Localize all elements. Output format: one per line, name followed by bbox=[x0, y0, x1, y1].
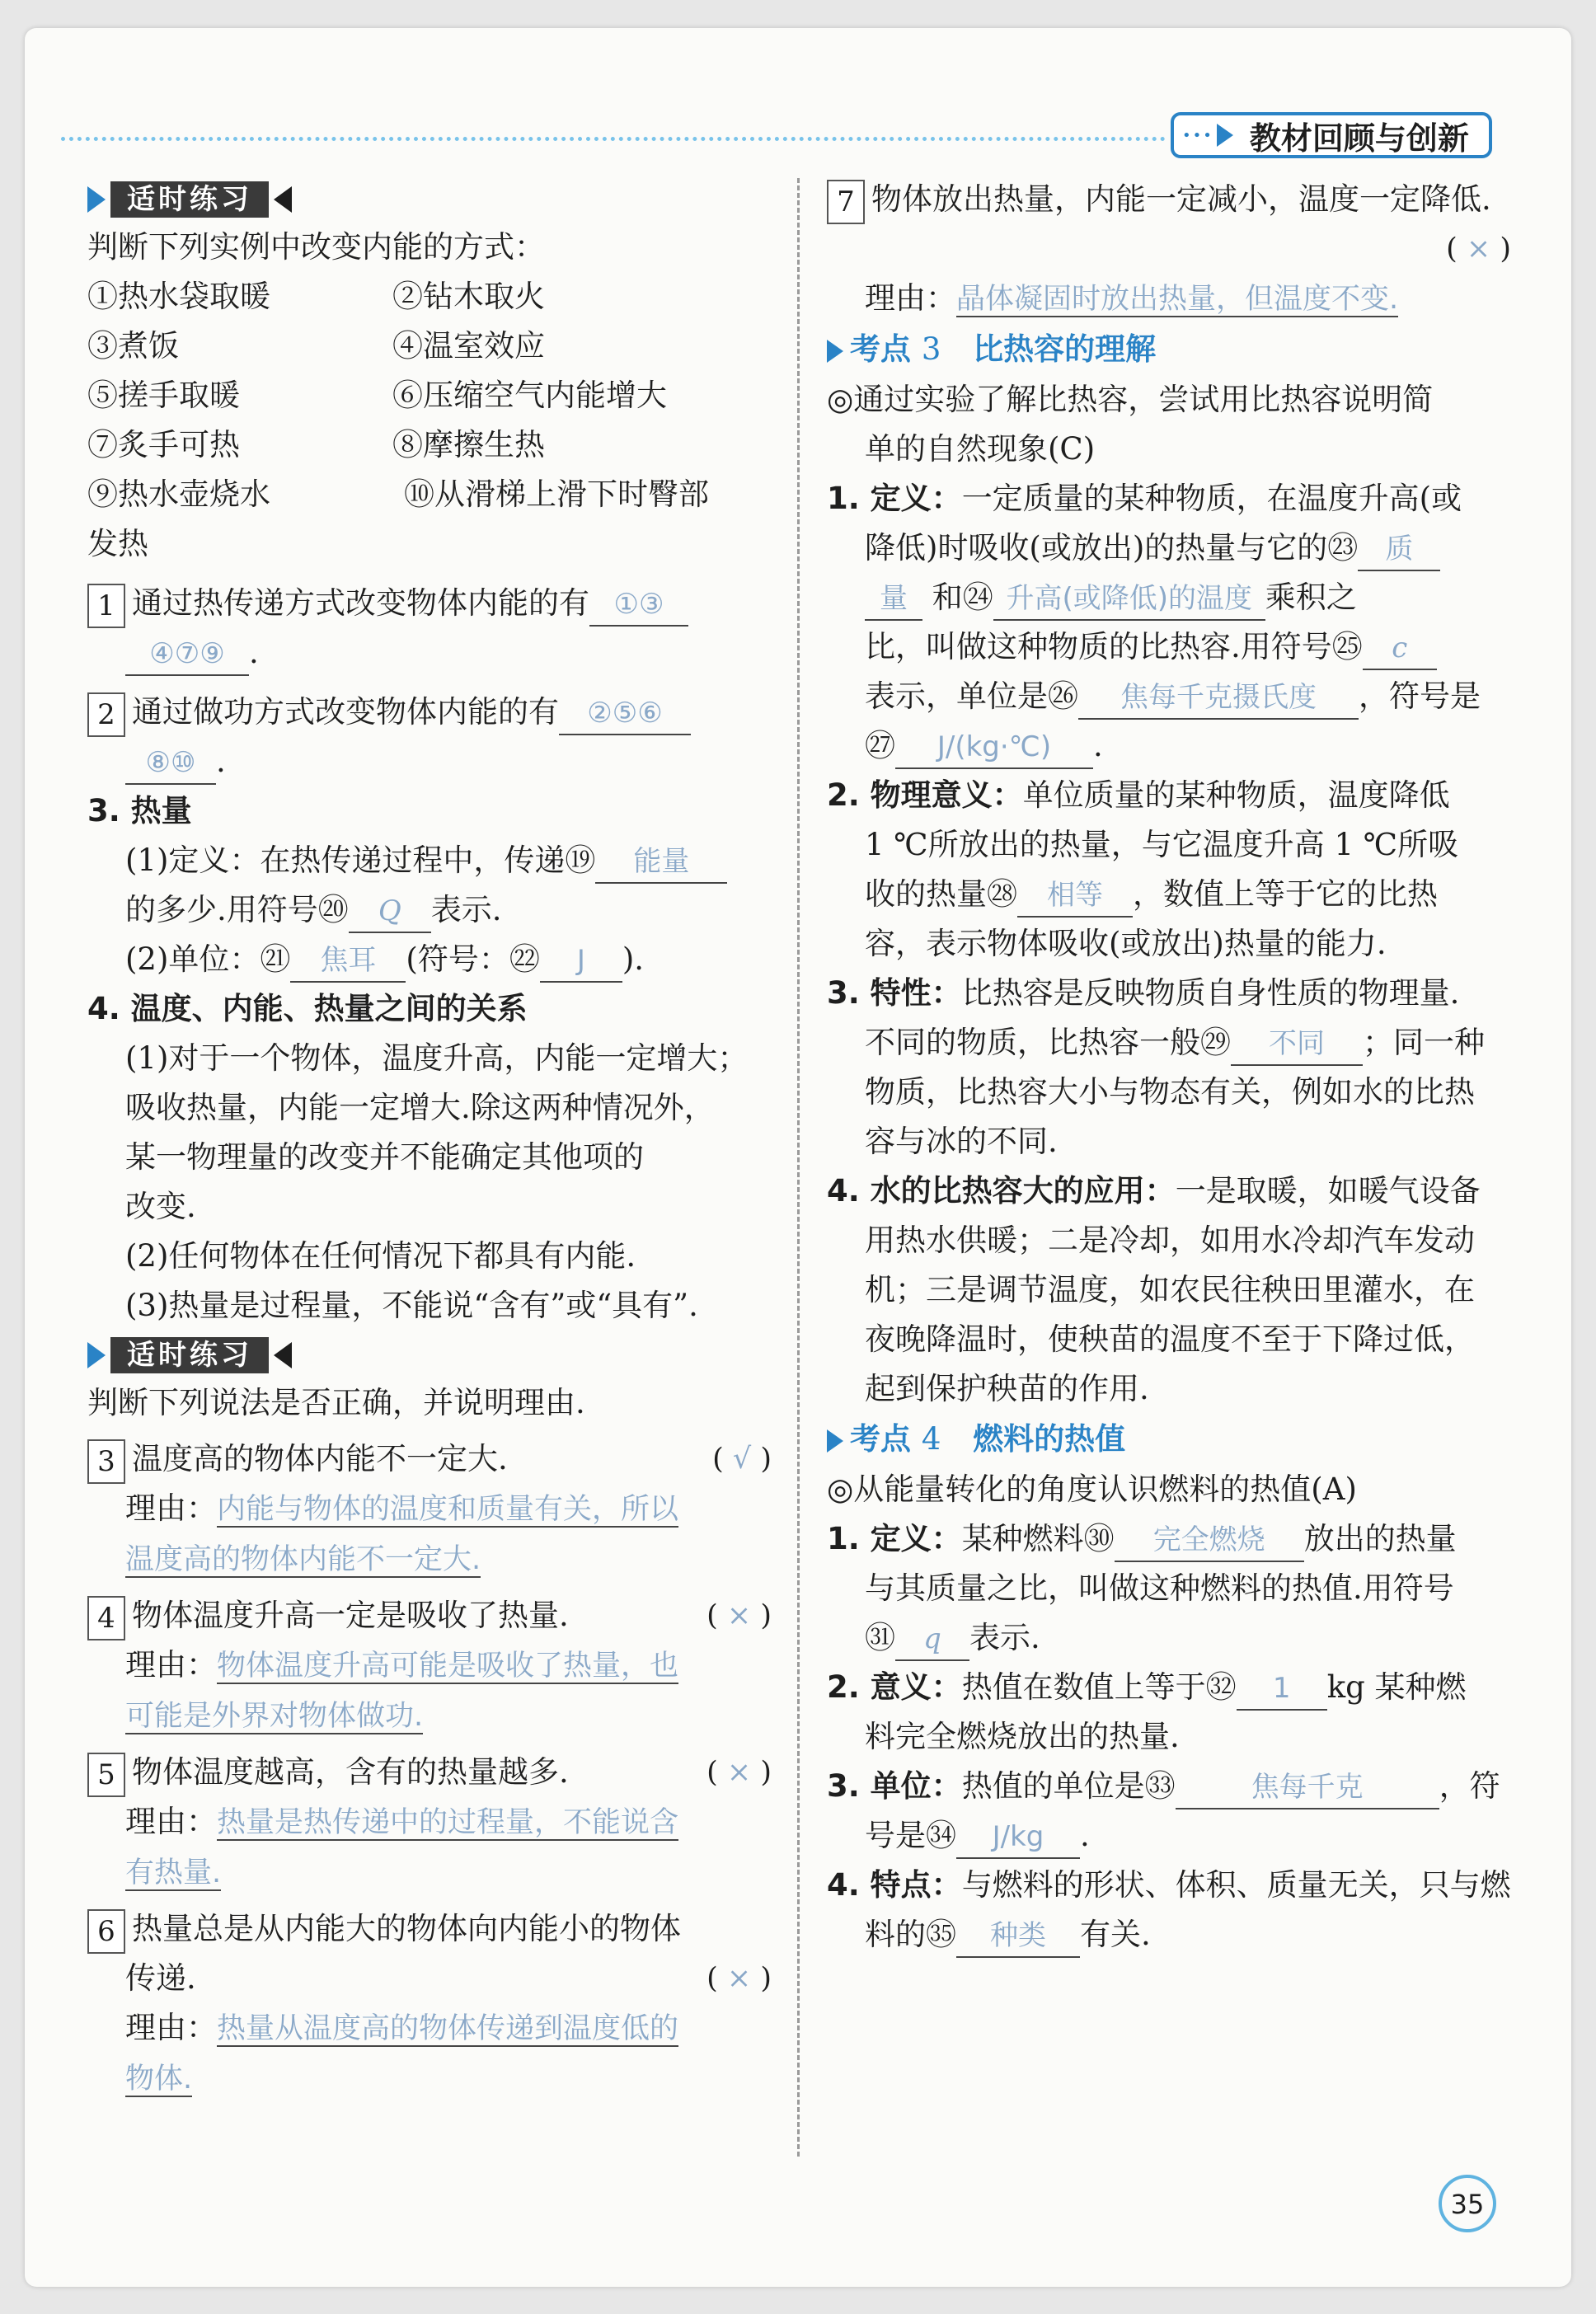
answer-blank: 焦每千克摄氏度 bbox=[1078, 677, 1359, 720]
answer-blank: 焦耳 bbox=[290, 940, 406, 983]
question-6-reason-cont bbox=[87, 2053, 772, 2104]
text: 不同的物质，比热容一般㉙ bbox=[865, 1025, 1231, 1060]
text: . bbox=[1080, 1818, 1090, 1853]
answer-blank: ②⑤⑥ bbox=[559, 692, 691, 735]
reason-text: 热量是热传递中的过程量，不能说含 bbox=[217, 1806, 679, 1839]
text: 表示，单位是㉖ bbox=[865, 678, 1078, 714]
text: 有关. bbox=[1080, 1917, 1151, 1952]
question-5 bbox=[87, 1748, 772, 1797]
term: 3. 单位： bbox=[827, 1768, 962, 1804]
kp4-feature-line bbox=[827, 1910, 1511, 1960]
judge-mark: × bbox=[726, 1756, 752, 1789]
question-1 bbox=[87, 579, 772, 628]
answer-blank: ⑧⑩ bbox=[125, 742, 216, 785]
question-text: 物体温度越高，含有的热量越多. bbox=[132, 1754, 569, 1790]
practice1-intro: 判断下列实例中改变内能的方式： bbox=[87, 229, 545, 265]
list-item: ④温室效应 bbox=[392, 328, 545, 364]
triangle-icon bbox=[827, 340, 843, 363]
answer-blank: 相等 bbox=[1017, 875, 1133, 918]
term: 4. 水的比热容大的应用： bbox=[827, 1173, 1176, 1209]
kp3-def-line bbox=[827, 573, 1511, 622]
question-6 bbox=[87, 1904, 772, 1954]
kp3-def-line bbox=[827, 672, 1511, 721]
banner-left-arrow-icon bbox=[274, 1342, 292, 1368]
kp4-meaning bbox=[827, 1663, 1511, 1712]
question-number: 5 bbox=[87, 1753, 125, 1797]
kp-label: 考点 bbox=[850, 331, 911, 367]
judge-mark: √ bbox=[732, 1443, 752, 1476]
column-divider bbox=[797, 178, 800, 2157]
question-2 bbox=[87, 688, 772, 737]
question-5-reason-cont bbox=[87, 1847, 772, 1898]
answer-blank: J/(kg·℃) bbox=[895, 726, 1093, 769]
question-text: 传递. bbox=[125, 1960, 196, 1996]
question-3-reason bbox=[87, 1484, 772, 1534]
sec4-line: 某一物理量的改变并不能确定其他项的 bbox=[125, 1139, 644, 1175]
question-number: 4 bbox=[87, 1596, 125, 1640]
question-text: 温度高的物体内能不一定大. bbox=[132, 1441, 508, 1476]
question-number: 3 bbox=[87, 1439, 125, 1484]
header-tab bbox=[1171, 112, 1492, 158]
text: 一是取暖，如暖气设备 bbox=[1175, 1173, 1481, 1209]
kp4-def-line: 与其质量之比，叫做这种燃料的热值.用符号 bbox=[865, 1570, 1454, 1606]
reason-label: 理由： bbox=[125, 1647, 217, 1683]
judge-mark: × bbox=[726, 1599, 752, 1632]
text: 比，叫做这种物质的比热容.用符号㉕ bbox=[865, 629, 1363, 664]
kp3-def-line bbox=[827, 523, 1511, 573]
reason-text: 物体温度升高可能是吸收了热量，也 bbox=[217, 1650, 679, 1683]
text: kg 某种燃 bbox=[1326, 1669, 1467, 1705]
kp3-property bbox=[827, 969, 1511, 1018]
reason-label: 理由： bbox=[125, 1490, 217, 1526]
answer-blank: 不同 bbox=[1231, 1023, 1363, 1066]
reason-text: 热量从温度高的物体传递到温度低的 bbox=[217, 2012, 679, 2045]
term: 1. 定义： bbox=[827, 1521, 962, 1556]
reason-text: 晶体凝固时放出热量，但温度不变. bbox=[956, 283, 1399, 316]
judge-bracket: ( × ) bbox=[706, 1756, 772, 1789]
kp3-meaning-line: 容，表示物体吸收(或放出)热量的能力. bbox=[865, 926, 1387, 961]
page-number: 35 bbox=[1439, 2175, 1496, 2232]
banner-label: 适时练习 bbox=[110, 181, 269, 218]
kaodian-4-heading bbox=[827, 1414, 1511, 1465]
term: 3. 特性： bbox=[827, 975, 962, 1011]
list-item: ⑤搓手取暖 bbox=[87, 378, 240, 413]
header-title: 教材回顾与创新 bbox=[1249, 120, 1469, 157]
question-number: 2 bbox=[87, 692, 125, 737]
text: 号是㉞ bbox=[865, 1818, 956, 1853]
sec4-line: (1)对于一个物体，温度升高，内能一定增大； bbox=[125, 1040, 749, 1076]
answer-blank: 能量 bbox=[595, 841, 727, 884]
text: ㉛ bbox=[865, 1620, 895, 1655]
text: ，符 bbox=[1439, 1768, 1500, 1804]
question-text: 物体温度升高一定是吸收了热量. bbox=[132, 1598, 569, 1633]
section-3-title: 3. 热量 bbox=[87, 793, 192, 828]
banner-right-arrow-icon bbox=[87, 1342, 106, 1368]
arrow-right-icon bbox=[1217, 124, 1233, 147]
text: 单位质量的某种物质，温度降低 bbox=[1022, 777, 1450, 813]
text: ；同一种 bbox=[1363, 1025, 1485, 1060]
answer-blank: q bbox=[895, 1618, 969, 1661]
question-number: 7 bbox=[827, 180, 865, 224]
kp3-def bbox=[827, 474, 1511, 523]
reason-label: 理由： bbox=[125, 1804, 217, 1839]
kp4-def bbox=[827, 1514, 1511, 1564]
kp3-property-line: 物质，比热容大小与物态有关，例如水的比热 bbox=[865, 1074, 1475, 1110]
text: 比热容是反映物质自身性质的物理量. bbox=[961, 975, 1460, 1011]
list-item: ②钻木取火 bbox=[392, 279, 545, 314]
question-text: 热量总是从内能大的物体向内能小的物体 bbox=[132, 1911, 681, 1946]
kaodian-3-heading bbox=[827, 324, 1511, 375]
text: (2)单位：㉑ bbox=[125, 941, 291, 977]
text: (符号：㉒ bbox=[406, 941, 540, 977]
banner-label: 适时练习 bbox=[110, 1337, 269, 1373]
text: ，符号是 bbox=[1359, 678, 1481, 714]
question-number: 6 bbox=[87, 1909, 125, 1954]
kp3-meaning bbox=[827, 771, 1511, 820]
triangle-icon bbox=[827, 1429, 843, 1453]
text: ). bbox=[622, 941, 645, 977]
answer-blank: 焦每千克 bbox=[1176, 1767, 1439, 1809]
text: 与燃料的形状、体积、质量无关，只与燃 bbox=[961, 1867, 1511, 1903]
text: 热值的单位是㉝ bbox=[961, 1768, 1176, 1804]
question-6-reason bbox=[87, 2003, 772, 2053]
list-item: ①热水袋取暖 bbox=[87, 279, 270, 314]
answer-blank: Q bbox=[349, 890, 431, 933]
sec3-line1 bbox=[87, 836, 772, 885]
question-7-judge-row bbox=[827, 224, 1511, 274]
text: 放出的热量 bbox=[1303, 1521, 1457, 1556]
kp-title: 比热容的理解 bbox=[973, 331, 1157, 367]
text: ㉗ bbox=[865, 728, 895, 763]
sec4-line: 吸收热量，内能一定增大.除这两种情况外， bbox=[125, 1090, 715, 1125]
term: 2. 物理意义： bbox=[827, 777, 1023, 813]
list-item-continuation: 发热 bbox=[87, 526, 148, 561]
question-7-reason bbox=[827, 274, 1511, 324]
answer-blank: J bbox=[540, 940, 622, 983]
judge-mark: × bbox=[726, 1962, 752, 1995]
question-7 bbox=[827, 175, 1511, 224]
answer-blank: 完全燃烧 bbox=[1115, 1519, 1304, 1562]
kp3-property-line: 容与冰的不同. bbox=[865, 1124, 1058, 1159]
question-6-cont bbox=[87, 1954, 772, 2003]
term: 4. 特点： bbox=[827, 1867, 962, 1903]
list-item: ⑩从滑梯上滑下时臀部 bbox=[404, 476, 709, 512]
question-3-reason-cont bbox=[87, 1534, 772, 1584]
sec3-line3 bbox=[87, 935, 772, 984]
judge-bracket: ( × ) bbox=[1446, 232, 1511, 265]
question-1-cont: ④⑦⑨ . bbox=[87, 628, 772, 678]
kp3-meaning-line: 1 ℃所放出的热量，与它温度升高 1 ℃所吸 bbox=[865, 827, 1459, 862]
answer-blank: ④⑦⑨ bbox=[125, 633, 249, 676]
practice-banner-2 bbox=[87, 1335, 292, 1375]
list-item: ⑧摩擦生热 bbox=[392, 427, 545, 462]
question-4-reason-cont bbox=[87, 1691, 772, 1741]
reason-text: 温度高的物体内能不一定大. bbox=[125, 1543, 481, 1576]
question-4 bbox=[87, 1591, 772, 1640]
list-item: ⑥压缩空气内能增大 bbox=[392, 378, 667, 413]
text: . bbox=[1093, 728, 1103, 763]
kp-label: 考点 bbox=[850, 1421, 911, 1457]
kp4-requirement: ◎从能量转化的角度认识燃料的热值(A) bbox=[827, 1471, 1357, 1507]
section-4-title: 4. 温度、内能、热量之间的关系 bbox=[87, 991, 528, 1026]
left-column bbox=[87, 175, 772, 2104]
banner-right-arrow-icon bbox=[87, 186, 106, 213]
question-number: 1 bbox=[87, 584, 125, 628]
kp-title: 燃料的热值 bbox=[973, 1421, 1126, 1457]
question-4-reason bbox=[87, 1640, 772, 1691]
dots-icon: ••• bbox=[1182, 126, 1213, 144]
answer-blank: 1 bbox=[1237, 1668, 1327, 1711]
kp3-def-line bbox=[827, 622, 1511, 672]
kp4-def-line bbox=[827, 1613, 1511, 1663]
text: 某种燃料㉚ bbox=[961, 1521, 1115, 1556]
text: 的多少.用符号⑳ bbox=[125, 892, 349, 927]
practice2-intro: 判断下列说法是否正确，并说明理由. bbox=[87, 1385, 585, 1420]
reason-label: 理由： bbox=[865, 280, 956, 316]
practice-banner-1 bbox=[87, 180, 292, 219]
text: ，数值上等于它的比热 bbox=[1133, 876, 1438, 912]
right-column bbox=[827, 175, 1511, 1960]
text: 表示. bbox=[430, 892, 502, 927]
term: 1. 定义： bbox=[827, 481, 962, 516]
kp3-requirement-cont: 单的自然现象(C) bbox=[865, 431, 1096, 467]
kp3-application-line: 用热水供暖；二是冷却，如用水冷却汽车发动 bbox=[865, 1223, 1475, 1258]
reason-text: 可能是外界对物体做功. bbox=[125, 1700, 424, 1733]
text: 收的热量㉘ bbox=[865, 876, 1017, 912]
judge-bracket: ( × ) bbox=[706, 1599, 772, 1632]
sec3-line2 bbox=[87, 885, 772, 935]
text: 降低)时吸收(或放出)的热量与它的㉓ bbox=[865, 530, 1359, 566]
kp-number: 4 bbox=[921, 1421, 941, 1457]
answer-blank: 升高(或降低)的温度 bbox=[993, 578, 1265, 621]
kp3-application bbox=[827, 1166, 1511, 1216]
banner-left-arrow-icon bbox=[274, 186, 292, 213]
judge-mark: × bbox=[1466, 232, 1491, 265]
term: 2. 意义： bbox=[827, 1669, 962, 1705]
kp3-requirement: ◎通过实验了解比热容，尝试用比热容说明简 bbox=[827, 382, 1434, 417]
text: 一定质量的某种物质，在温度升高(或 bbox=[961, 481, 1462, 516]
kp4-unit bbox=[827, 1762, 1511, 1811]
list-item: ③煮饭 bbox=[87, 328, 179, 364]
text: (1)定义：在热传递过程中，传递⑲ bbox=[125, 843, 596, 878]
kp3-application-line: 起到保护秧苗的作用. bbox=[865, 1371, 1149, 1406]
text: 和㉔ bbox=[932, 580, 993, 615]
kp3-def-line bbox=[827, 721, 1511, 771]
reason-text: 物体. bbox=[125, 2063, 193, 2096]
answer-blank: 量 bbox=[865, 578, 922, 621]
question-text: 通过做功方式改变物体内能的有 bbox=[132, 694, 559, 730]
sec4-line: 改变. bbox=[125, 1189, 196, 1224]
question-5-reason bbox=[87, 1797, 772, 1847]
kp-number: 3 bbox=[921, 331, 941, 367]
question-text: 通过热传递方式改变物体内能的有 bbox=[132, 585, 589, 621]
practice1-items bbox=[87, 272, 772, 519]
question-text: 物体放出热量，内能一定减小，温度一定降低. bbox=[871, 181, 1491, 217]
answer-blank: c bbox=[1363, 627, 1437, 670]
kp4-unit-line bbox=[827, 1811, 1511, 1861]
sec4-line: (3)热量是过程量，不能说“含有”或“具有”. bbox=[125, 1288, 698, 1323]
text: 乘积之 bbox=[1265, 580, 1357, 615]
kp3-application-line: 机；三是调节温度，如农民往秧田里灌水，在 bbox=[865, 1272, 1475, 1307]
kp3-meaning-line bbox=[827, 870, 1511, 919]
text: 表示. bbox=[969, 1620, 1040, 1655]
question-3 bbox=[87, 1434, 772, 1484]
reason-text: 有热量. bbox=[125, 1856, 222, 1889]
kp3-property-line bbox=[827, 1018, 1511, 1068]
text: 热值在数值上等于㉜ bbox=[961, 1669, 1237, 1705]
list-item: ⑦炙手可热 bbox=[87, 427, 240, 462]
judge-bracket: ( √ ) bbox=[712, 1443, 772, 1476]
kp3-application-line: 夜晚降温时，使秧苗的温度不至于下降过低， bbox=[865, 1321, 1475, 1357]
kp4-feature bbox=[827, 1861, 1511, 1910]
header-dotted-rule bbox=[61, 137, 1166, 141]
kp4-meaning-line: 料完全燃烧放出的热量. bbox=[865, 1719, 1180, 1754]
sec4-line: (2)任何物体在任何情况下都具有内能. bbox=[125, 1238, 636, 1274]
answer-blank: ①③ bbox=[589, 584, 688, 627]
answer-blank: 质 bbox=[1358, 528, 1440, 571]
question-2-cont: ⑧⑩ . bbox=[87, 737, 772, 786]
list-item: ⑨热水壶烧水 bbox=[87, 476, 270, 512]
reason-text: 内能与物体的温度和质量有关，所以 bbox=[217, 1493, 679, 1526]
answer-blank: 种类 bbox=[956, 1915, 1080, 1958]
judge-bracket: ( × ) bbox=[706, 1962, 772, 1995]
answer-blank: J/kg bbox=[956, 1816, 1080, 1859]
text: 料的㉟ bbox=[865, 1917, 956, 1952]
reason-label: 理由： bbox=[125, 2010, 217, 2045]
